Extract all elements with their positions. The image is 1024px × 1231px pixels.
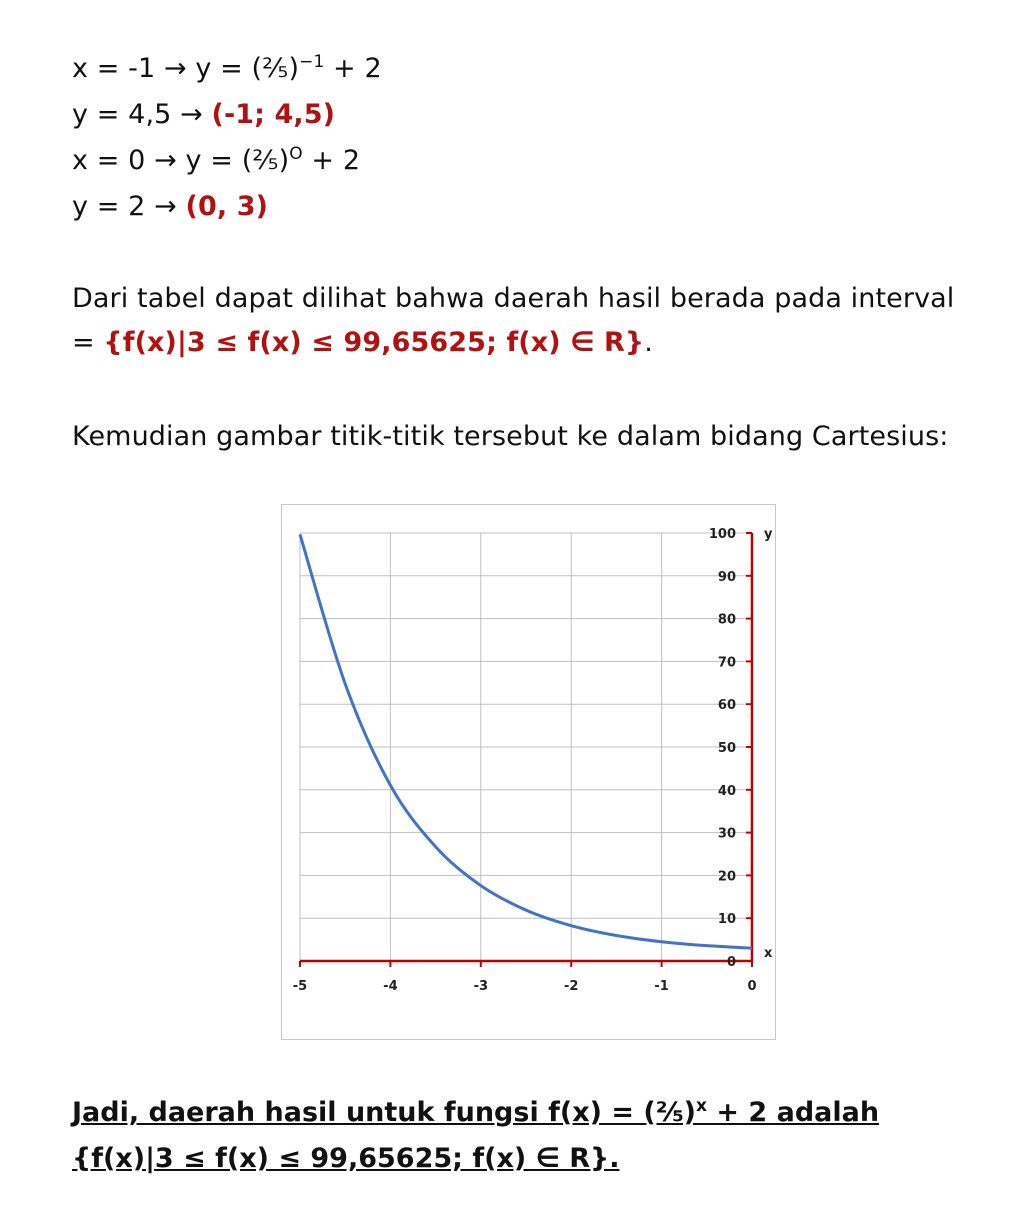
paragraph-range-intro: Dari tabel dapat dilihat bahwa daerah hasil berada pada interval	[72, 283, 955, 314]
chart-frame	[281, 504, 776, 1040]
y-tick-label: 20	[717, 869, 736, 885]
step-3-suffix: + 2	[302, 145, 361, 176]
y-tick-label: 50	[717, 741, 736, 756]
x-tick-label: -2	[563, 979, 579, 994]
y-tick-label: 70	[717, 655, 736, 671]
step-3-text: x = 0 → y = (⅖)	[72, 145, 290, 176]
step-3-exponent: O	[289, 144, 303, 164]
range-suffix: .	[644, 327, 653, 358]
y-tick-label: 80	[717, 612, 736, 628]
step-line-1	[72, 52, 382, 86]
x-tick-label: -1	[654, 979, 669, 994]
x-tick-label: -4	[383, 979, 398, 994]
step-2-text: y = 4,5 →	[72, 99, 212, 130]
step-1-suffix: + 2	[324, 53, 382, 84]
step-line-3	[72, 144, 360, 178]
x-tick-label: -3	[473, 979, 489, 994]
range-set: {f(x)|3 ≤ f(x) ≤ 99,65625; f(x) ∈ R}	[103, 327, 645, 358]
conclusion-line-2: {f(x)|3 ≤ f(x) ≤ 99,65625; f(x) ∈ R}.	[72, 1143, 620, 1174]
step-line-2	[72, 98, 335, 132]
paragraph-plot-intro: Kemudian gambar titik-titik tersebut ke dalam bidang Cartesius:	[72, 421, 949, 452]
y-tick-label: 10	[717, 912, 736, 928]
y-tick-label: 100	[708, 527, 736, 542]
step-4-text: y = 2 →	[72, 191, 186, 222]
y-tick-label: 30	[717, 826, 736, 842]
y-tick-label: 90	[717, 569, 736, 585]
y-tick-label: 40	[717, 783, 736, 799]
series-line	[300, 534, 752, 948]
exponential-chart	[282, 505, 775, 1039]
step-line-4	[72, 190, 268, 224]
x-tick-label: -5	[292, 979, 308, 994]
y-axis-label: y	[764, 527, 773, 542]
x-tick-label: 0	[747, 979, 757, 994]
y-tick-label: 0	[726, 955, 736, 970]
step-1-text: x = -1 → y = (⅖)	[72, 53, 300, 84]
step-2-point: (-1; 4,5)	[211, 99, 336, 130]
paragraph-range-value	[72, 326, 653, 360]
step-4-point: (0, 3)	[185, 191, 269, 222]
conclusion-line-1	[72, 1096, 879, 1130]
conclusion-text: Jadi, daerah hasil untuk fungsi f(x) = (⅖)	[72, 1097, 697, 1128]
y-tick-label: 60	[717, 698, 736, 714]
x-axis-label: x	[764, 946, 773, 961]
range-prefix: =	[72, 327, 104, 358]
step-1-exponent: −1	[299, 52, 325, 72]
conclusion-suffix: + 2 adalah	[706, 1097, 880, 1128]
conclusion-exponent: x	[696, 1096, 707, 1116]
